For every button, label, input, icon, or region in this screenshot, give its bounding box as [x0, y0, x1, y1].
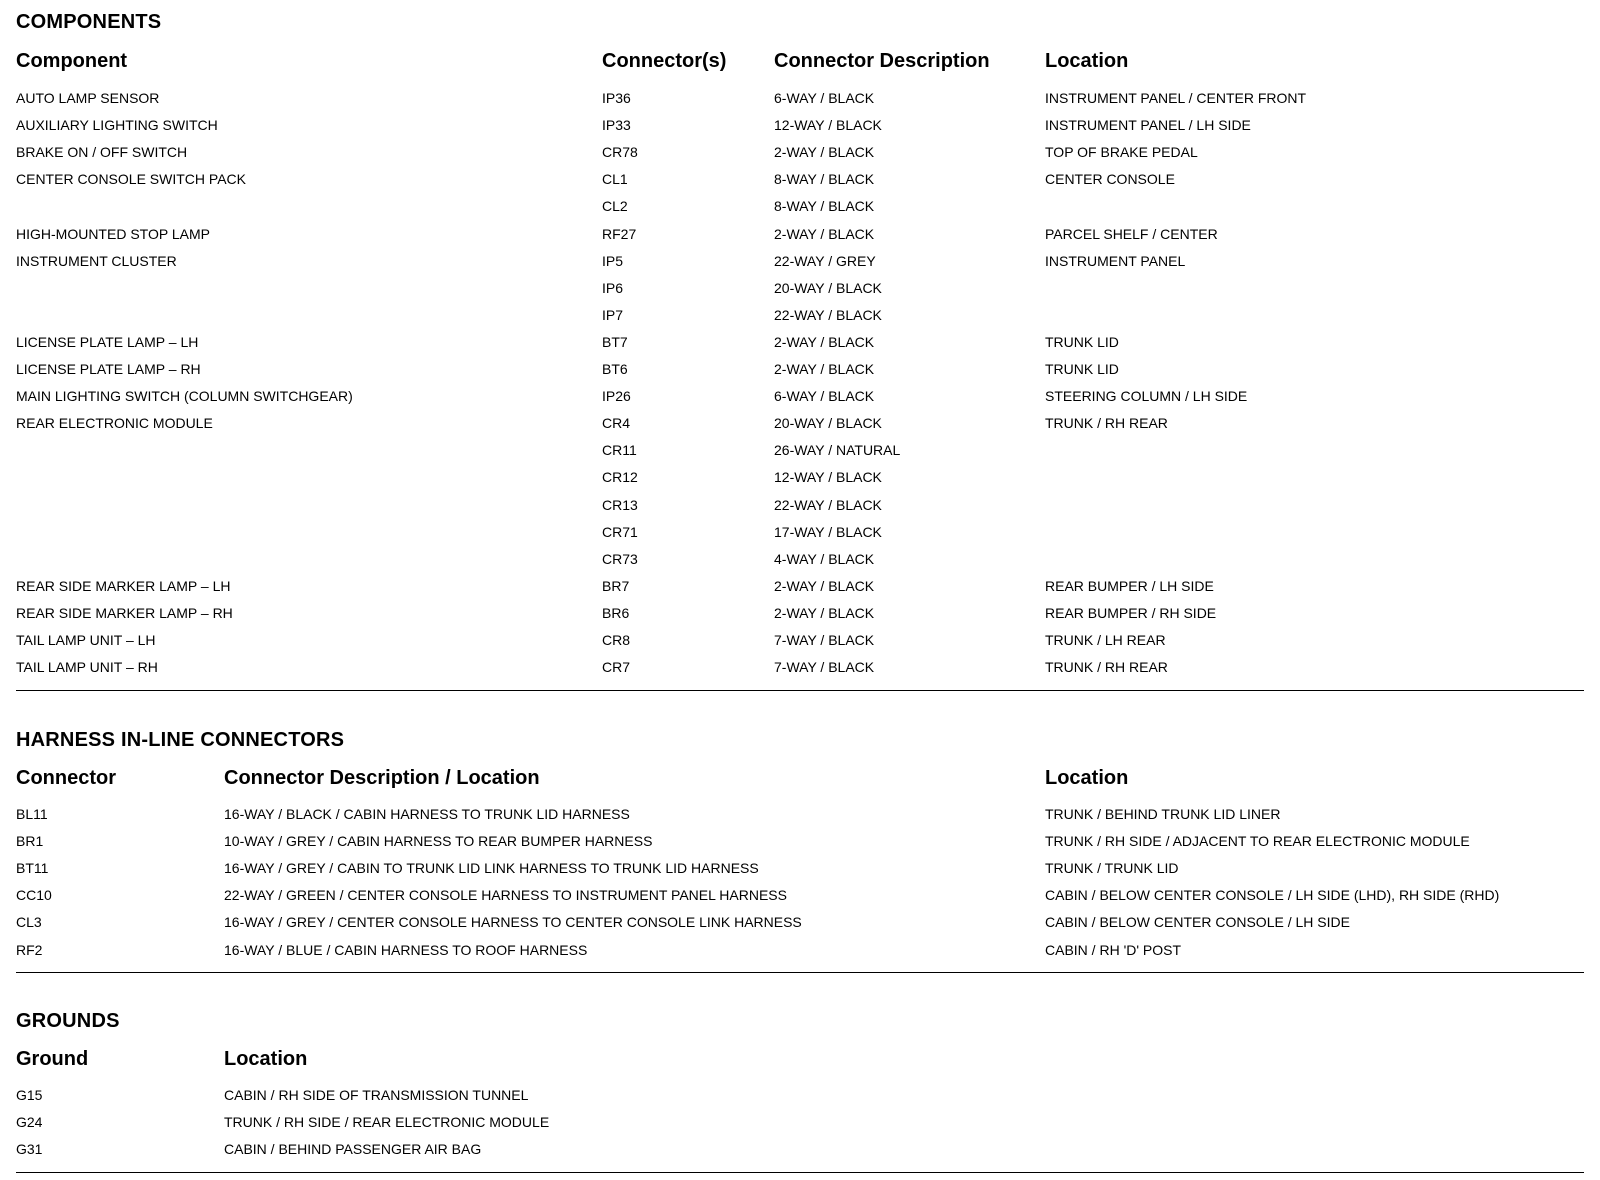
- component-name: LICENSE PLATE LAMP – LH: [16, 334, 199, 350]
- harness-header-location: Location: [1045, 767, 1129, 789]
- connector-description: 6-WAY / BLACK: [774, 90, 875, 106]
- connector-id: IP7: [602, 307, 624, 323]
- connector-description: 22-WAY / GREY: [774, 253, 876, 269]
- component-location: PARCEL SHELF / CENTER: [1045, 226, 1218, 242]
- connector-id: IP5: [602, 253, 624, 269]
- harness-connector-id: BR1: [16, 833, 44, 849]
- connector-description: 17-WAY / BLACK: [774, 524, 882, 540]
- component-location: INSTRUMENT PANEL / LH SIDE: [1045, 117, 1251, 133]
- connector-description: 6-WAY / BLACK: [774, 388, 875, 404]
- ground-location: CABIN / BEHIND PASSENGER AIR BAG: [224, 1141, 482, 1157]
- harness-location: TRUNK / RH SIDE / ADJACENT TO REAR ELECTRONIC MODULE: [1045, 833, 1470, 849]
- component-name: REAR SIDE MARKER LAMP – LH: [16, 578, 231, 594]
- connector-description: 8-WAY / BLACK: [774, 171, 875, 187]
- harness-description: 22-WAY / GREEN / CENTER CONSOLE HARNESS TO INSTRUMENT PANEL HARNESS: [224, 887, 787, 903]
- connector-id: CR71: [602, 524, 638, 540]
- connector-description: 26-WAY / NATURAL: [774, 442, 901, 458]
- connector-id: IP33: [602, 117, 631, 133]
- connector-id: BT7: [602, 334, 628, 350]
- harness-description: 16-WAY / GREY / CENTER CONSOLE HARNESS TO CENTER CONSOLE LINK HARNESS: [224, 914, 802, 930]
- harness-description: 16-WAY / BLUE / CABIN HARNESS TO ROOF HARNESS: [224, 942, 588, 958]
- component-name: CENTER CONSOLE SWITCH PACK: [16, 171, 246, 187]
- connector-id: CR13: [602, 497, 638, 513]
- harness-location: TRUNK / TRUNK LID: [1045, 860, 1179, 876]
- connector-description: 22-WAY / BLACK: [774, 307, 882, 323]
- component-location: CENTER CONSOLE: [1045, 171, 1175, 187]
- harness-connector-id: RF2: [16, 942, 43, 958]
- component-name: AUXILIARY LIGHTING SWITCH: [16, 117, 218, 133]
- connector-description: 22-WAY / BLACK: [774, 497, 882, 513]
- ground-id: G31: [16, 1141, 43, 1157]
- harness-connector-id: CL3: [16, 914, 42, 930]
- components-section-title: COMPONENTS: [16, 11, 162, 33]
- connector-description: 2-WAY / BLACK: [774, 361, 875, 377]
- connector-description: 20-WAY / BLACK: [774, 415, 882, 431]
- harness-description: 16-WAY / GREY / CABIN TO TRUNK LID LINK HARNESS TO TRUNK LID HARNESS: [224, 860, 759, 876]
- component-name: AUTO LAMP SENSOR: [16, 90, 160, 106]
- connector-description: 12-WAY / BLACK: [774, 117, 882, 133]
- component-location: TRUNK / RH REAR: [1045, 415, 1168, 431]
- connector-description: 2-WAY / BLACK: [774, 334, 875, 350]
- connector-description: 7-WAY / BLACK: [774, 632, 875, 648]
- component-location: STEERING COLUMN / LH SIDE: [1045, 388, 1248, 404]
- harness-description: 16-WAY / BLACK / CABIN HARNESS TO TRUNK LID HARNESS: [224, 806, 630, 822]
- section-divider: [16, 972, 1584, 973]
- components-header-description: Connector Description: [774, 50, 990, 72]
- component-name: INSTRUMENT CLUSTER: [16, 253, 177, 269]
- connector-id: IP36: [602, 90, 631, 106]
- connector-id: CR12: [602, 469, 638, 485]
- grounds-section-title: GROUNDS: [16, 1010, 120, 1032]
- connector-id: CR78: [602, 144, 638, 160]
- component-location: INSTRUMENT PANEL / CENTER FRONT: [1045, 90, 1307, 106]
- connector-description: 20-WAY / BLACK: [774, 280, 882, 296]
- component-name: TAIL LAMP UNIT – RH: [16, 659, 158, 675]
- component-location: TRUNK / RH REAR: [1045, 659, 1168, 675]
- harness-section-title: HARNESS IN-LINE CONNECTORS: [16, 729, 345, 751]
- harness-location: CABIN / BELOW CENTER CONSOLE / LH SIDE: [1045, 914, 1350, 930]
- ground-id: G24: [16, 1114, 43, 1130]
- component-location: TRUNK LID: [1045, 361, 1119, 377]
- component-location: TRUNK LID: [1045, 334, 1119, 350]
- connector-description: 2-WAY / BLACK: [774, 578, 875, 594]
- connector-id: CR8: [602, 632, 631, 648]
- harness-location: TRUNK / BEHIND TRUNK LID LINER: [1045, 806, 1281, 822]
- connector-description: 12-WAY / BLACK: [774, 469, 882, 485]
- harness-location: CABIN / BELOW CENTER CONSOLE / LH SIDE (LHD), RH SIDE (RHD): [1045, 887, 1500, 903]
- components-header-component: Component: [16, 50, 128, 72]
- connector-id: CR4: [602, 415, 631, 431]
- connector-description: 2-WAY / BLACK: [774, 605, 875, 621]
- connector-id: IP6: [602, 280, 624, 296]
- harness-connector-id: BL11: [16, 806, 48, 822]
- section-divider: [16, 690, 1584, 691]
- component-name: REAR SIDE MARKER LAMP – RH: [16, 605, 233, 621]
- harness-location: CABIN / RH 'D' POST: [1045, 942, 1182, 958]
- component-name: TAIL LAMP UNIT – LH: [16, 632, 156, 648]
- section-divider: [16, 1172, 1584, 1173]
- connector-id: IP26: [602, 388, 631, 404]
- connector-id: CL2: [602, 198, 628, 214]
- harness-description: 10-WAY / GREY / CABIN HARNESS TO REAR BUMPER HARNESS: [224, 833, 653, 849]
- connector-description: 4-WAY / BLACK: [774, 551, 875, 567]
- connector-id: CL1: [602, 171, 628, 187]
- connector-id: CR7: [602, 659, 631, 675]
- connector-description: 2-WAY / BLACK: [774, 226, 875, 242]
- component-location: REAR BUMPER / LH SIDE: [1045, 578, 1214, 594]
- components-header-connectors: Connector(s): [602, 50, 727, 72]
- harness-connector-id: BT11: [16, 860, 49, 876]
- component-name: REAR ELECTRONIC MODULE: [16, 415, 213, 431]
- component-name: BRAKE ON / OFF SWITCH: [16, 144, 188, 160]
- components-header-location: Location: [1045, 50, 1129, 72]
- connector-description: 8-WAY / BLACK: [774, 198, 875, 214]
- component-location: REAR BUMPER / RH SIDE: [1045, 605, 1217, 621]
- connector-id: BT6: [602, 361, 628, 377]
- connector-description: 7-WAY / BLACK: [774, 659, 875, 675]
- connector-description: 2-WAY / BLACK: [774, 144, 875, 160]
- harness-connector-id: CC10: [16, 887, 52, 903]
- component-location: INSTRUMENT PANEL: [1045, 253, 1186, 269]
- connector-id: CR73: [602, 551, 638, 567]
- component-name: LICENSE PLATE LAMP – RH: [16, 361, 201, 377]
- ground-location: TRUNK / RH SIDE / REAR ELECTRONIC MODULE: [224, 1114, 550, 1130]
- connector-id: RF27: [602, 226, 637, 242]
- harness-header-connector: Connector: [16, 767, 116, 789]
- connector-id: CR11: [602, 442, 637, 458]
- grounds-header-ground: Ground: [16, 1048, 89, 1070]
- component-location: TOP OF BRAKE PEDAL: [1045, 144, 1198, 160]
- ground-location: CABIN / RH SIDE OF TRANSMISSION TUNNEL: [224, 1087, 529, 1103]
- ground-id: G15: [16, 1087, 43, 1103]
- connector-id: BR7: [602, 578, 630, 594]
- component-name: HIGH-MOUNTED STOP LAMP: [16, 226, 210, 242]
- grounds-header-location: Location: [224, 1048, 308, 1070]
- harness-header-description: Connector Description / Location: [224, 767, 540, 789]
- connector-id: BR6: [602, 605, 630, 621]
- component-location: TRUNK / LH REAR: [1045, 632, 1166, 648]
- component-name: MAIN LIGHTING SWITCH (COLUMN SWITCHGEAR): [16, 388, 353, 404]
